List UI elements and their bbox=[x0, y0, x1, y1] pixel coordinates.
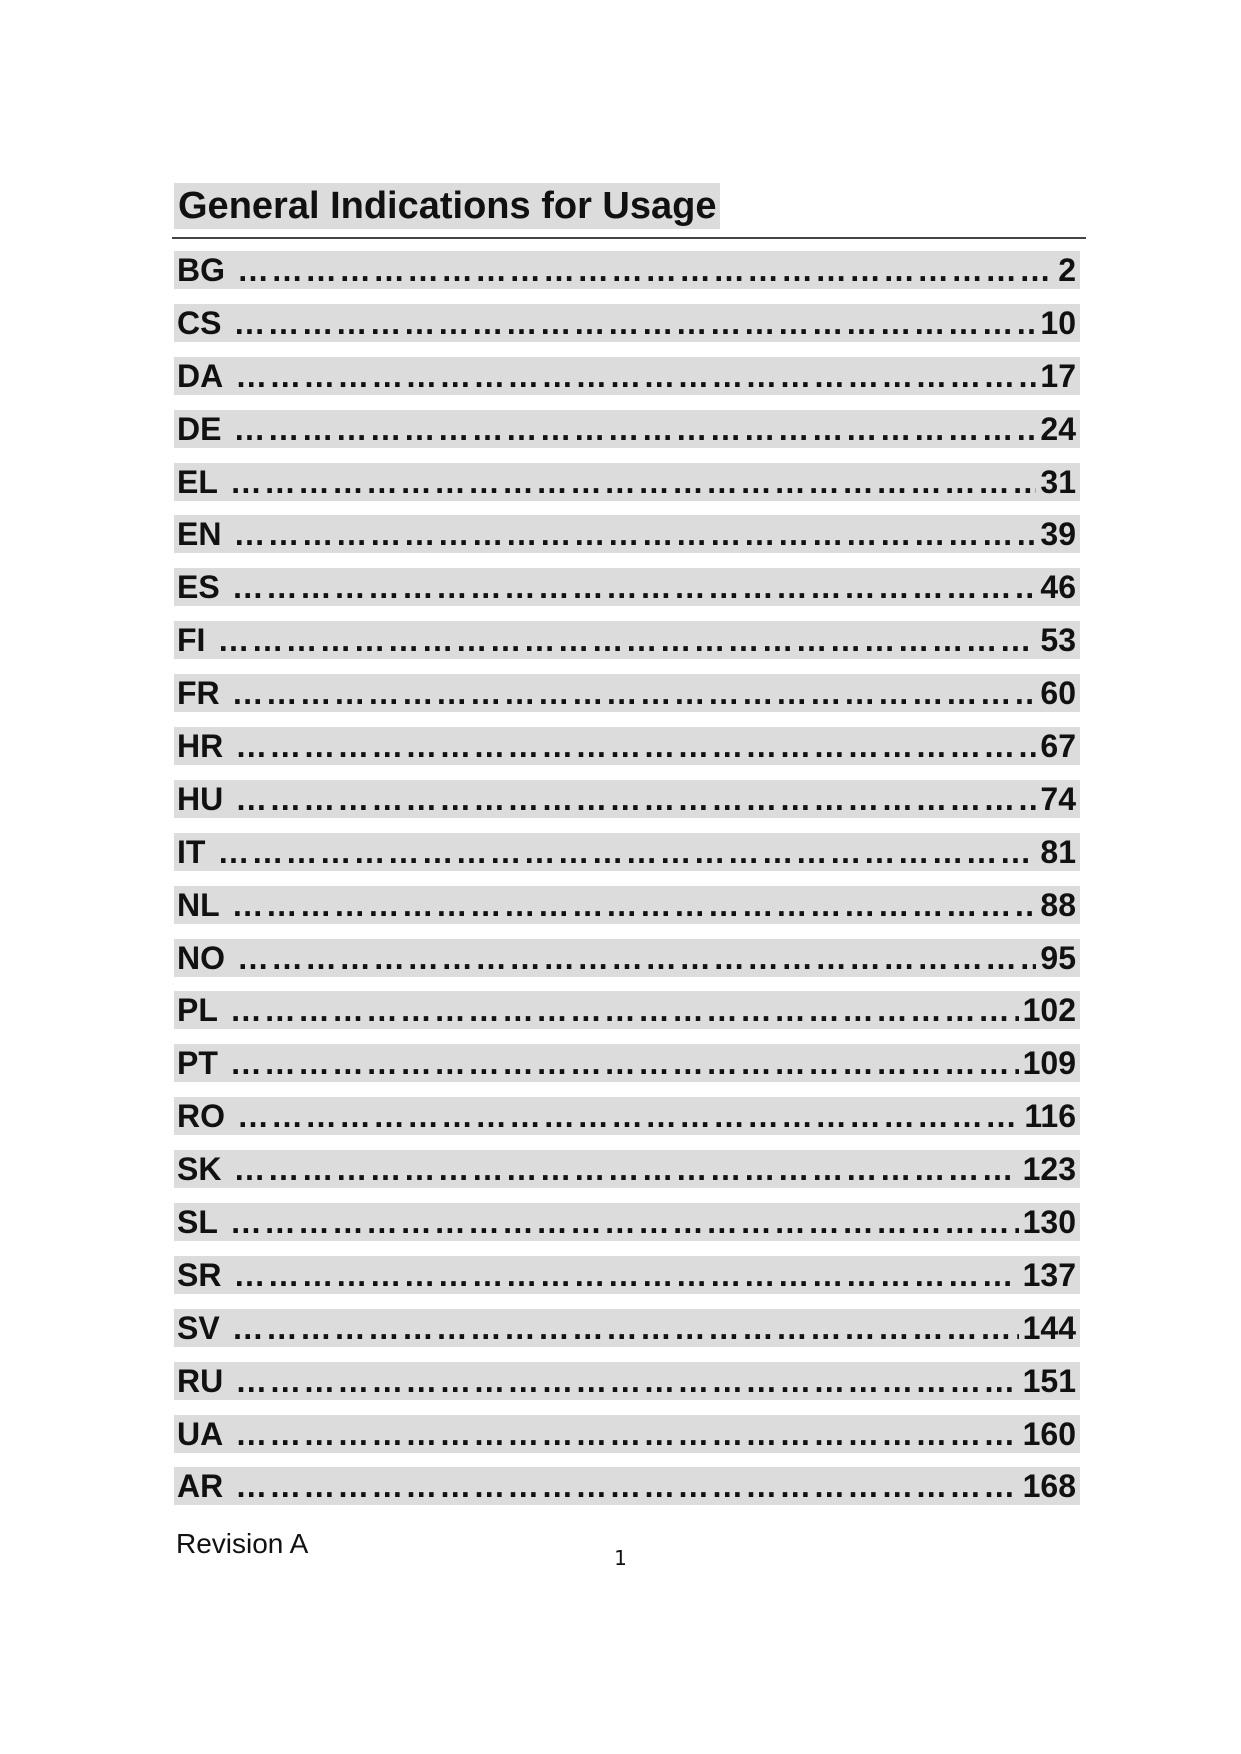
title-divider bbox=[172, 237, 1086, 239]
toc-language-code: EL bbox=[177, 463, 218, 500]
toc-page-number: 81 bbox=[1040, 833, 1076, 870]
toc-leader-dots bbox=[230, 1044, 1019, 1082]
toc-language-code: DA bbox=[177, 357, 224, 394]
toc-leader-dots bbox=[232, 886, 1037, 924]
toc-leader-dots bbox=[217, 621, 1036, 659]
toc-language-code: IT bbox=[177, 833, 206, 870]
toc-page-number: 31 bbox=[1040, 463, 1076, 500]
toc-language-code: EN bbox=[177, 516, 222, 553]
toc-page-number: 24 bbox=[1040, 410, 1076, 447]
toc-leader-dots bbox=[235, 357, 1036, 395]
toc-leader-dots bbox=[237, 251, 1054, 289]
toc-page-number: 17 bbox=[1040, 357, 1076, 394]
toc-page-number: 67 bbox=[1040, 728, 1076, 765]
toc-leader-dots bbox=[230, 991, 1019, 1029]
toc-leader-dots bbox=[237, 1097, 1020, 1135]
toc-page-number: 144 bbox=[1022, 1309, 1076, 1346]
toc-page-number: 160 bbox=[1022, 1415, 1076, 1452]
toc-language-code: PT bbox=[177, 1045, 218, 1082]
toc-page-number: 123 bbox=[1022, 1151, 1076, 1188]
toc-leader-dots bbox=[217, 833, 1036, 871]
toc-entry-sk[interactable] bbox=[174, 1150, 1080, 1188]
toc-leader-dots bbox=[233, 515, 1036, 553]
toc-entry-en[interactable] bbox=[174, 515, 1080, 553]
toc-page-number: 102 bbox=[1022, 992, 1076, 1029]
toc-leader-dots bbox=[235, 1467, 1018, 1505]
toc-entry-fi[interactable] bbox=[174, 621, 1080, 659]
toc-language-code: DE bbox=[177, 410, 222, 447]
toc-page-number: 60 bbox=[1040, 675, 1076, 712]
toc-page-number: 10 bbox=[1040, 304, 1076, 341]
toc-leader-dots bbox=[233, 410, 1036, 448]
toc-page-number: 109 bbox=[1022, 1045, 1076, 1082]
toc-leader-dots bbox=[233, 1150, 1018, 1188]
table-of-contents bbox=[174, 251, 1088, 1520]
toc-entry-fr[interactable] bbox=[174, 674, 1080, 712]
toc-page-number: 130 bbox=[1022, 1204, 1076, 1241]
toc-leader-dots bbox=[232, 1309, 1019, 1347]
toc-page-number: 151 bbox=[1022, 1362, 1076, 1399]
toc-entry-it[interactable] bbox=[174, 833, 1080, 871]
toc-entry-no[interactable] bbox=[174, 939, 1080, 977]
toc-language-code: RU bbox=[177, 1362, 224, 1399]
toc-entry-es[interactable] bbox=[174, 568, 1080, 606]
toc-leader-dots bbox=[230, 1203, 1019, 1241]
toc-language-code: ES bbox=[177, 569, 220, 606]
toc-entry-ar[interactable] bbox=[174, 1467, 1080, 1505]
toc-leader-dots bbox=[233, 304, 1036, 342]
toc-leader-dots bbox=[237, 939, 1036, 977]
toc-page-number: 53 bbox=[1040, 622, 1076, 659]
toc-language-code: NO bbox=[177, 939, 225, 976]
toc-page-number: 137 bbox=[1022, 1256, 1076, 1293]
toc-leader-dots bbox=[235, 780, 1036, 818]
toc-leader-dots bbox=[235, 727, 1036, 765]
toc-language-code: HR bbox=[177, 728, 224, 765]
toc-language-code: SR bbox=[177, 1256, 222, 1293]
toc-entry-nl[interactable] bbox=[174, 886, 1080, 924]
toc-entry-cs[interactable] bbox=[174, 304, 1080, 342]
toc-leader-dots bbox=[232, 568, 1037, 606]
toc-page-number: 2 bbox=[1058, 252, 1076, 288]
toc-leader-dots bbox=[232, 674, 1037, 712]
toc-page-number: 116 bbox=[1024, 1098, 1076, 1135]
toc-language-code: FI bbox=[177, 622, 206, 659]
toc-leader-dots bbox=[230, 463, 1037, 501]
toc-page-number: 95 bbox=[1040, 939, 1076, 976]
toc-page-number: 88 bbox=[1040, 886, 1076, 923]
toc-leader-dots bbox=[235, 1415, 1018, 1453]
page-title: General Indications for Usage bbox=[174, 183, 720, 229]
toc-language-code: PL bbox=[177, 992, 218, 1029]
toc-language-code: SK bbox=[177, 1151, 222, 1188]
toc-entry-hu[interactable] bbox=[174, 780, 1080, 818]
toc-entry-da[interactable] bbox=[174, 357, 1080, 395]
toc-page-number: 39 bbox=[1040, 516, 1076, 553]
toc-entry-sl[interactable] bbox=[174, 1203, 1080, 1241]
toc-entry-ua[interactable] bbox=[174, 1415, 1080, 1453]
toc-entry-sv[interactable] bbox=[174, 1309, 1080, 1347]
toc-entry-sr[interactable] bbox=[174, 1256, 1080, 1294]
toc-language-code: SL bbox=[177, 1204, 218, 1241]
toc-language-code: SV bbox=[177, 1309, 220, 1346]
toc-language-code: NL bbox=[177, 886, 220, 923]
revision-label: Revision A bbox=[176, 1528, 309, 1559]
toc-language-code: AR bbox=[177, 1468, 224, 1505]
toc-leader-dots bbox=[235, 1362, 1018, 1400]
toc-page-number: 168 bbox=[1022, 1468, 1076, 1505]
toc-entry-de[interactable] bbox=[174, 410, 1080, 448]
toc-language-code: FR bbox=[177, 675, 220, 712]
toc-entry-el[interactable] bbox=[174, 463, 1080, 501]
toc-page-number: 74 bbox=[1040, 780, 1076, 817]
toc-leader-dots bbox=[233, 1256, 1018, 1294]
toc-language-code: UA bbox=[177, 1415, 224, 1452]
page-number: 1 bbox=[614, 1546, 627, 1570]
toc-entry-pl[interactable] bbox=[174, 991, 1080, 1029]
toc-language-code: BG bbox=[177, 252, 225, 288]
toc-entry-hr[interactable] bbox=[174, 727, 1080, 765]
toc-language-code: CS bbox=[177, 304, 222, 341]
toc-page-number: 46 bbox=[1040, 569, 1076, 606]
toc-entry-ro[interactable] bbox=[174, 1097, 1080, 1135]
toc-language-code: HU bbox=[177, 780, 224, 817]
toc-entry-pt[interactable] bbox=[174, 1044, 1080, 1082]
toc-entry-ru[interactable] bbox=[174, 1362, 1080, 1400]
toc-language-code: RO bbox=[177, 1098, 225, 1135]
toc-entry-bg[interactable] bbox=[174, 251, 1080, 289]
